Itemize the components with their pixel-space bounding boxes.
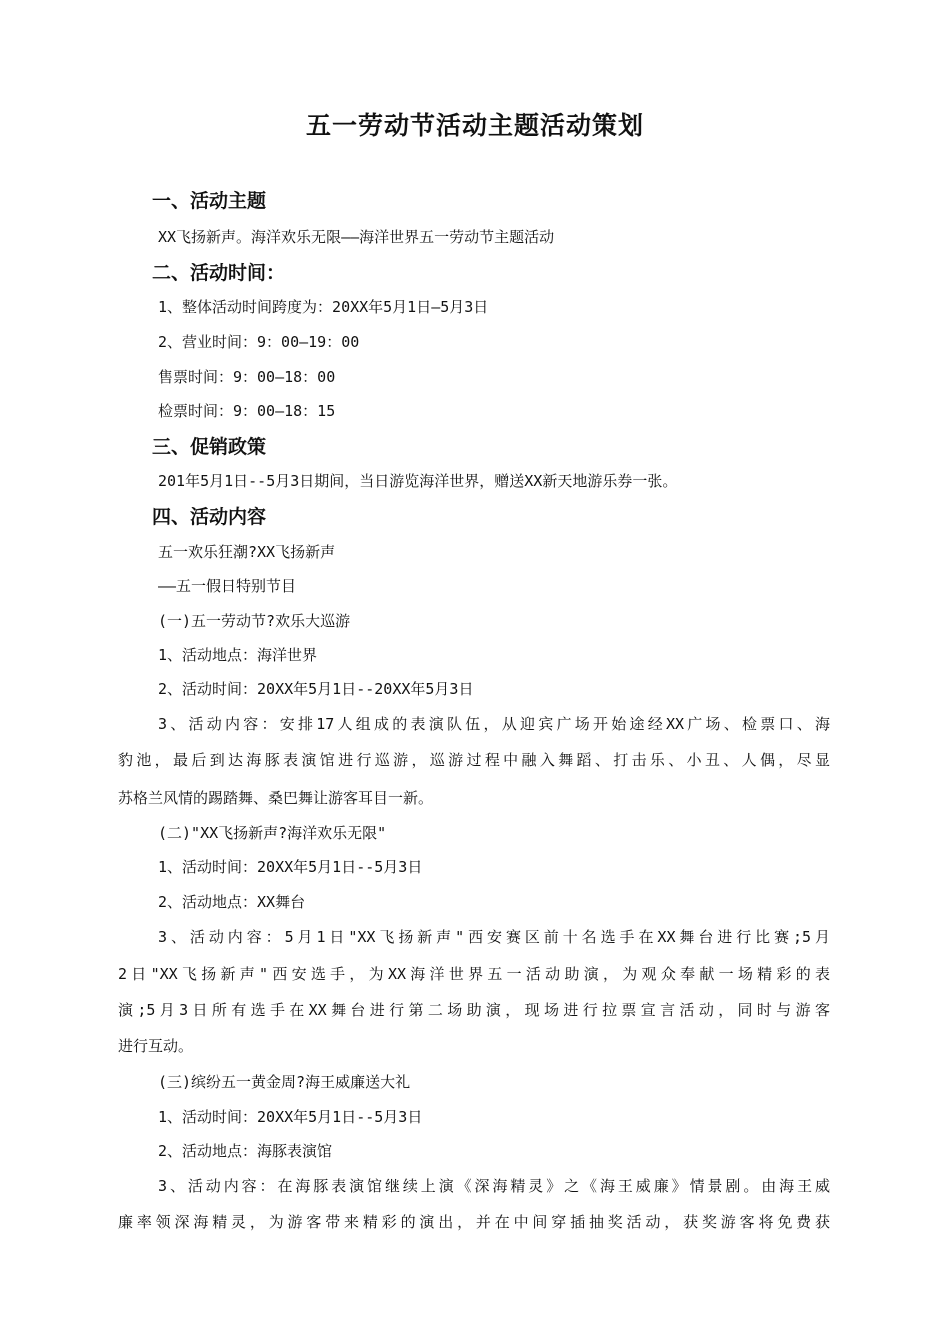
- content-intro-1: 五一欢乐狂潮?XX飞扬新声: [158, 543, 336, 561]
- section-heading-promotion: 三、促销政策: [152, 436, 267, 458]
- part2-location: 2、活动地点：XX舞台: [158, 893, 306, 911]
- part3-content-line-1: 3、活动内容：在海豚表演馆继续上演《深海精灵》之《海王威廉》情景剧。由海王威: [158, 1177, 830, 1195]
- part1-location: 1、活动地点：海洋世界: [158, 646, 318, 664]
- promotion-text: 201年5月1日--5月3日期间，当日游览海洋世界，赠送XX新天地游乐券一张。: [158, 472, 678, 490]
- part2-time: 1、活动时间：20XX年5月1日--5月3日: [158, 858, 423, 876]
- part1-title: (一)五一劳动节?欢乐大巡游: [158, 612, 351, 630]
- time-overall: 1、整体活动时间跨度为：20XX年5月1日—5月3日: [158, 298, 489, 316]
- part2-content-line-3: 演;5月3日所有选手在XX舞台进行第二场助演，现场进行拉票宣言活动，同时与游客: [118, 1001, 830, 1019]
- theme-text: XX飞扬新声。海洋欢乐无限——海洋世界五一劳动节主题活动: [158, 228, 555, 246]
- document-title: 五一劳动节活动主题活动策划: [305, 111, 644, 140]
- part1-time: 2、活动时间：20XX年5月1日--20XX年5月3日: [158, 680, 474, 698]
- content-intro-2: ——五一假日特别节目: [158, 577, 297, 595]
- part3-title: (三)缤纷五一黄金周?海王威廉送大礼: [158, 1073, 411, 1091]
- part2-content-line-1: 3、活动内容：5月1日"XX飞扬新声"西安赛区前十名选手在XX舞台进行比赛;5月: [158, 928, 830, 946]
- time-business-hours: 2、营业时间：9：00—19：00: [158, 333, 360, 351]
- part3-time: 1、活动时间：20XX年5月1日--5月3日: [158, 1108, 423, 1126]
- part1-content-line-3: 苏格兰风情的踢踏舞、桑巴舞让游客耳目一新。: [118, 789, 434, 807]
- section-heading-theme: 一、活动主题: [152, 190, 267, 212]
- part3-content-line-2: 廉率领深海精灵，为游客带来精彩的演出，并在中间穿插抽奖活动，获奖游客将免费获: [118, 1213, 830, 1231]
- part2-title: (二)"XX飞扬新声?海洋欢乐无限": [158, 824, 387, 842]
- section-heading-content: 四、活动内容: [152, 506, 267, 528]
- time-ticket-check: 检票时间：9：00—18：15: [158, 402, 336, 420]
- part2-content-line-2: 2日"XX飞扬新声"西安选手，为XX海洋世界五一活动助演，为观众奉献一场精彩的表: [118, 965, 830, 983]
- part2-content-line-4: 进行互动。: [118, 1037, 194, 1055]
- part1-content-line-2: 豹池，最后到达海豚表演馆进行巡游，巡游过程中融入舞蹈、打击乐、小丑、人偶，尽显: [118, 751, 830, 769]
- section-heading-time: 二、活动时间：: [152, 262, 286, 284]
- part1-content-line-1: 3、活动内容：安排17人组成的表演队伍，从迎宾广场开始途经XX广场、检票口、海: [158, 715, 830, 733]
- time-ticket-sales: 售票时间：9：00—18：00: [158, 368, 336, 386]
- part3-location: 2、活动地点：海豚表演馆: [158, 1142, 333, 1160]
